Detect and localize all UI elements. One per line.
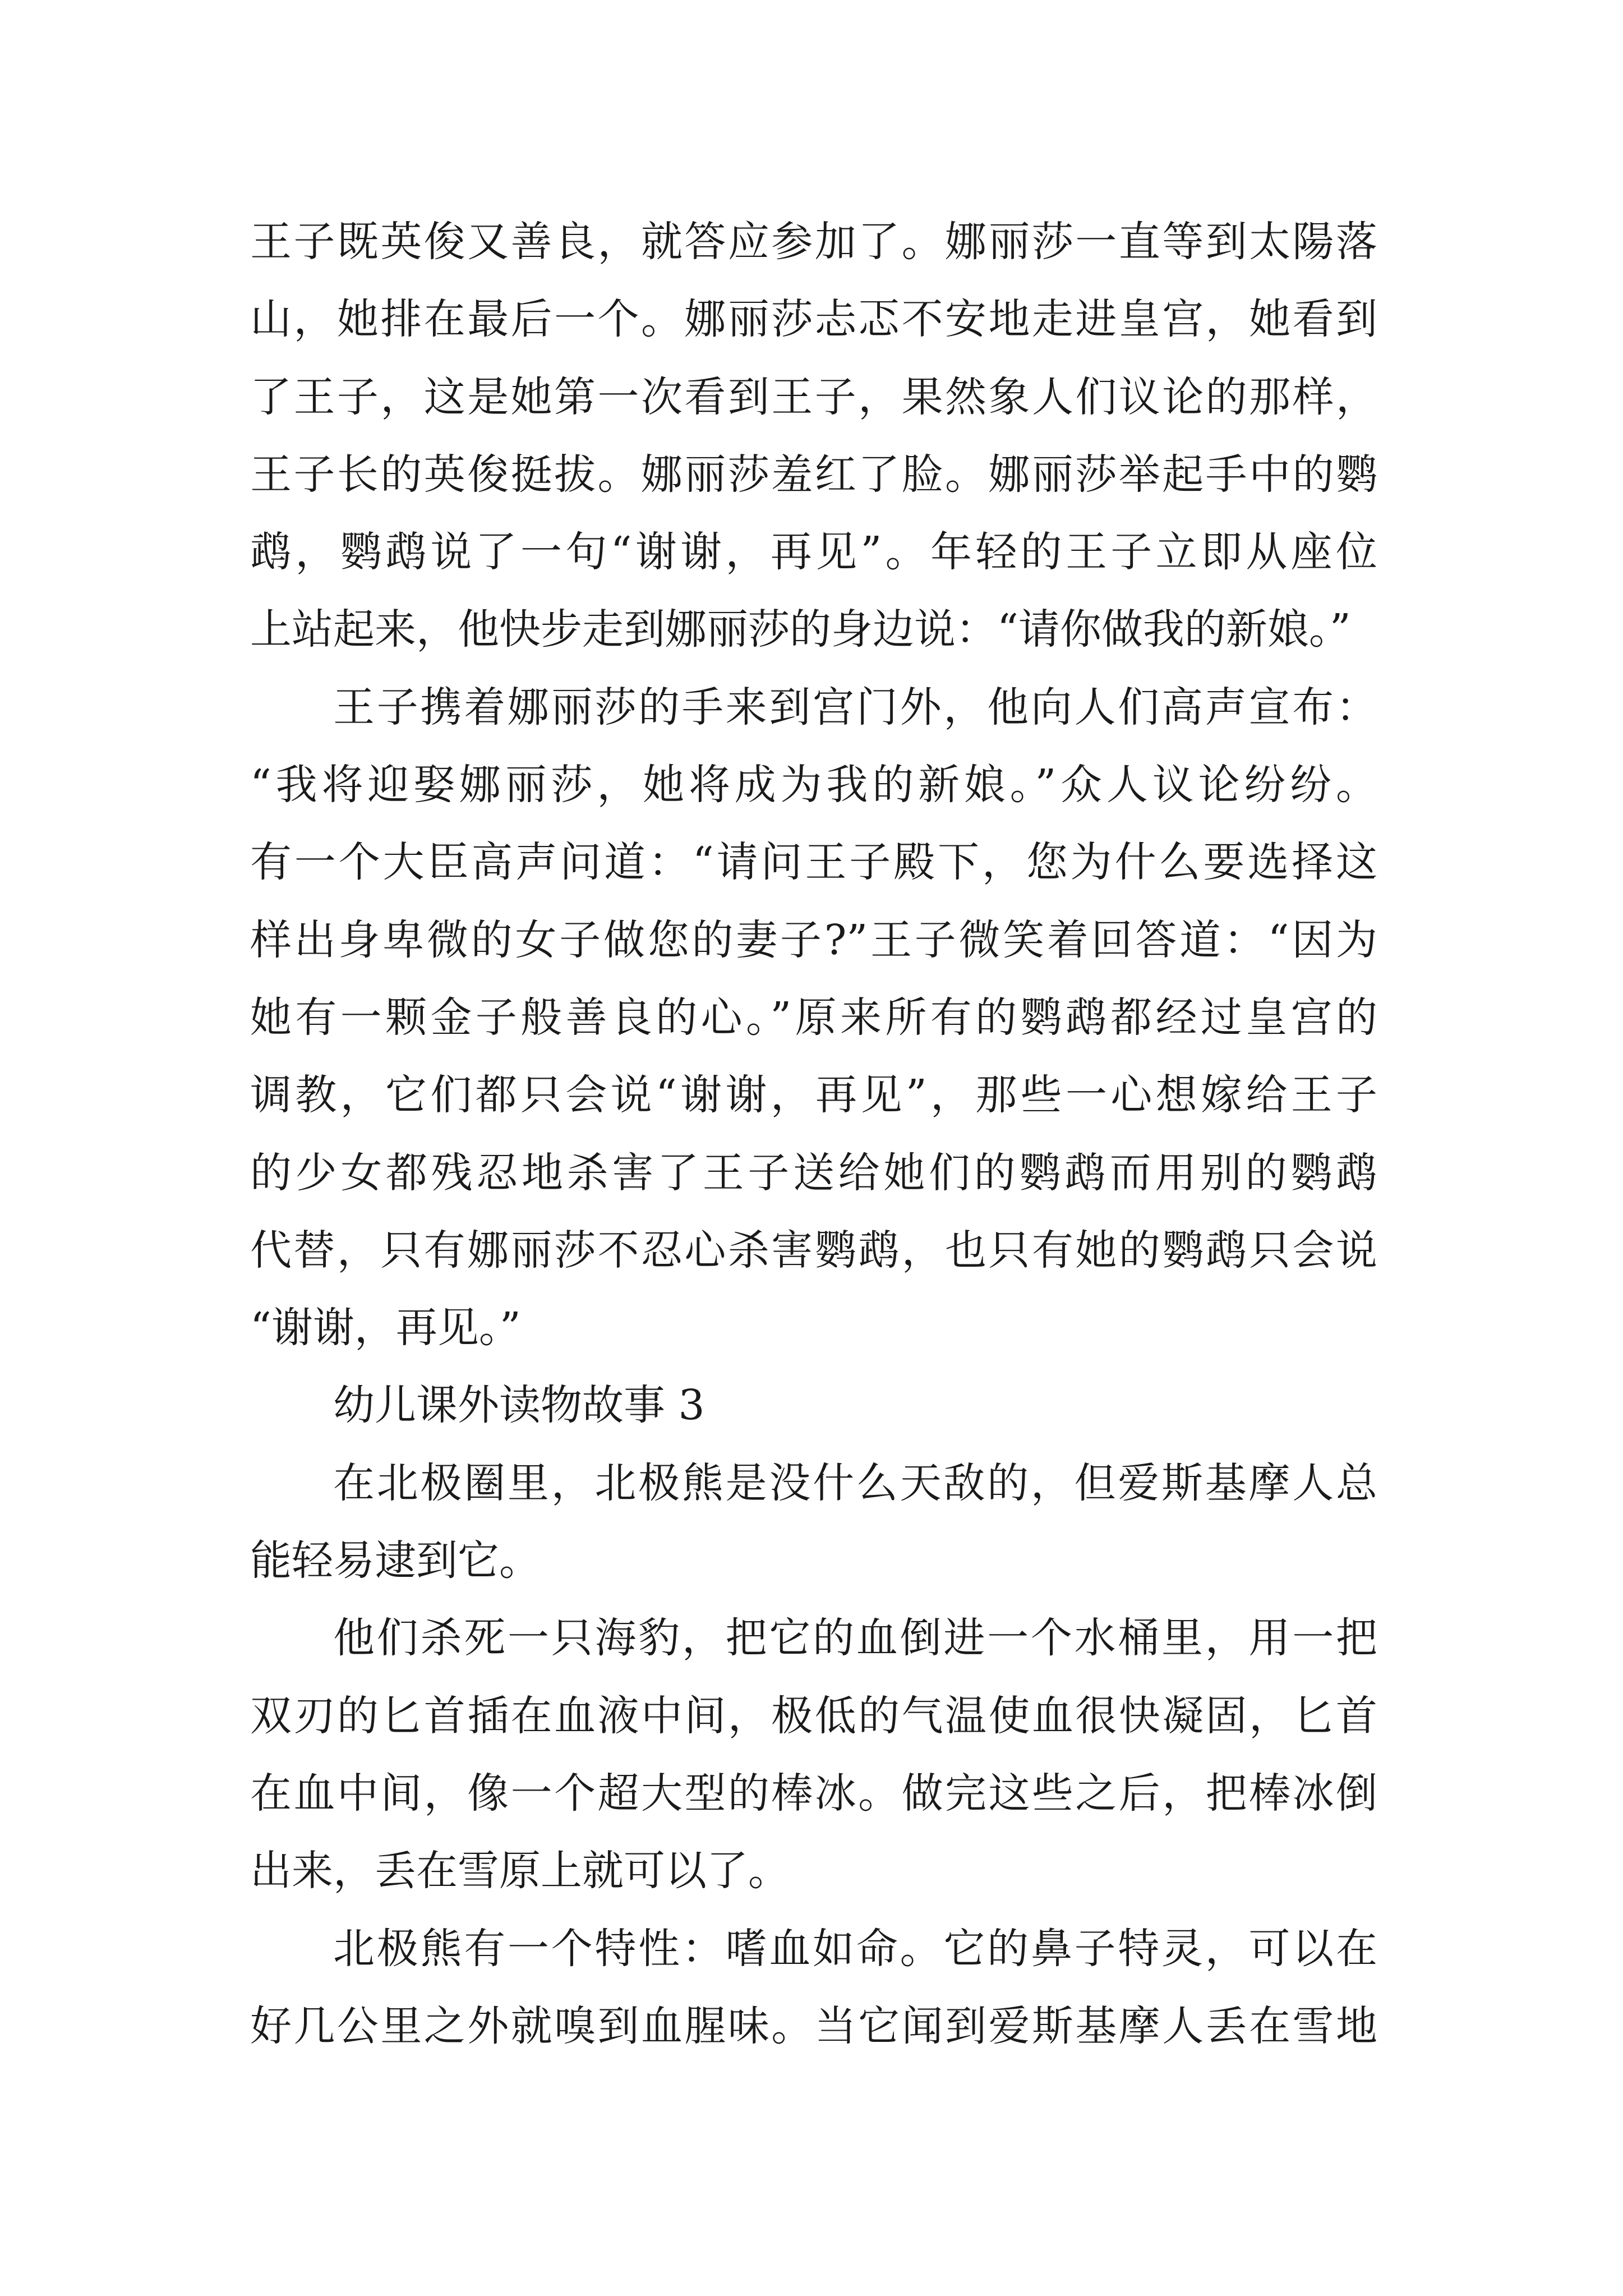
paragraph [250, 203, 1377, 669]
text-line: “谢谢，再见。” [250, 1304, 521, 1352]
text-line: 她有一颗金子般善良的心。”原来所有的鹦鹉都经过皇宫的 [250, 993, 1377, 1042]
text-line: 他们杀死一只海豹，把它的血倒进一个水桶里，用一把 [333, 1614, 1377, 1663]
text-line: 王子既英俊又善良，就答应参加了。娜丽莎一直等到太陽落 [250, 218, 1377, 266]
text-line: 在北极圈里，北极熊是没什么天敌的，但爱斯基摩人总 [333, 1458, 1377, 1507]
text-line: 代替，只有娜丽莎不忍心杀害鹦鹉，也只有她的鹦鹉只会说 [250, 1226, 1377, 1274]
text-line: 样出身卑微的女子做您的妻子?”王子微笑着回答道：“因为 [250, 915, 1377, 964]
text-line: 了王子，这是她第一次看到王子，果然象人们议论的那样， [250, 372, 1377, 421]
text-line: 王子携着娜丽莎的手来到宫门外，他向人们高声宣布： [333, 683, 1377, 731]
paragraph [250, 1444, 1377, 1600]
text-line: 有一个大臣高声问道：“请问王子殿下，您为什么要选择这 [250, 838, 1377, 887]
text-line: 山，她排在最后一个。娜丽莎忐忑不安地走进皇宫，她看到 [250, 295, 1377, 344]
text-line: 北极熊有一个特性：嗜血如命。它的鼻子特灵，可以在 [333, 1924, 1377, 1973]
text-line: 调教，它们都只会说“谢谢，再见”，那些一心想嫁给王子 [250, 1071, 1377, 1120]
text-line: 鹉，鹦鹉说了一句“谢谢，再见”。年轻的王子立即从座位 [250, 528, 1377, 577]
text-line: 能轻易逮到它。 [250, 1536, 541, 1585]
text-line: “我将迎娶娜丽莎，她将成为我的新娘。”众人议论纷纷。 [250, 761, 1377, 809]
text-line: 好几公里之外就嗅到血腥味。当它闻到爱斯基摩人丢在雪地 [250, 2001, 1377, 2050]
document-body [250, 203, 1377, 2065]
text-line: 双刃的匕首插在血液中间，极低的气温使血很快凝固，匕首 [250, 1691, 1377, 1740]
text-line: 出来，丢在雪原上就可以了。 [250, 1847, 790, 1895]
text-line: 的少女都残忍地杀害了王子送给她们的鹦鹉而用别的鹦鹉 [250, 1148, 1377, 1197]
text-line: 上站起来，他快步走到娜丽莎的身边说：“请你做我的新娘。” [250, 605, 1351, 654]
paragraph [250, 669, 1377, 1367]
paragraph [250, 1599, 1377, 1910]
text-line: 在血中间，像一个超大型的棒冰。做完这些之后，把棒冰倒 [250, 1769, 1377, 1818]
section-heading [250, 1366, 1377, 1444]
text-line: 王子长的英俊挺拔。娜丽莎羞红了脸。娜丽莎举起手中的鹦 [250, 450, 1377, 499]
paragraph [250, 1910, 1377, 2065]
text-line: 幼儿课外读物故事 3 [333, 1381, 705, 1430]
